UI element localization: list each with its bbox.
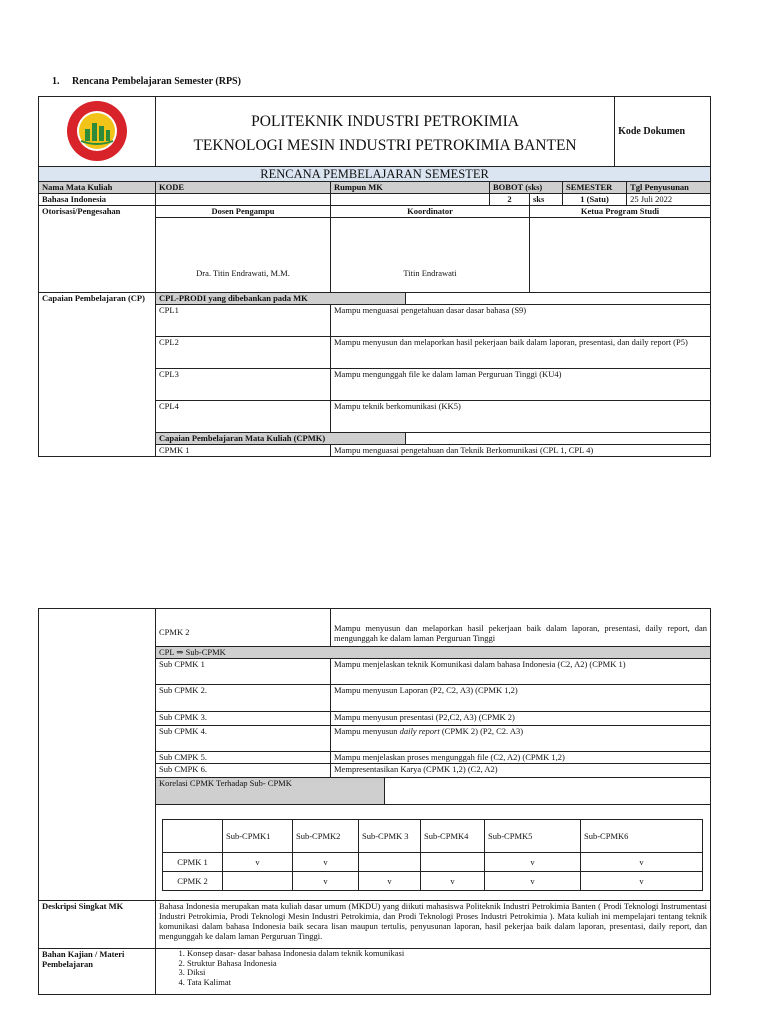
rps-title: RENCANA PEMBELAJARAN SEMESTER (39, 167, 711, 182)
bahan-item: 3. Diksi (187, 968, 707, 978)
korelasi-cell: v (293, 872, 359, 891)
korelasi-cell (421, 853, 485, 872)
korelasi-header (163, 820, 223, 853)
cpl-desc: Mampu mengunggah file ke dalam laman Perguruan Tinggi (KU4) (331, 369, 711, 401)
sub-cpmk-desc-pre: Mampu menyusun (334, 726, 400, 736)
cpmk-desc: Mampu menguasai pengetahuan dan Teknik Berkomunikasi (CPL 1, CPL 4) (331, 445, 711, 457)
h-nama-mk: Nama Mata Kuliah (39, 182, 156, 194)
sub-cpmk-code: Sub CPMK 2. (156, 685, 331, 712)
korelasi-cell: v (581, 853, 703, 872)
sub-cpmk-desc (331, 726, 711, 752)
institution-name: POLITEKNIK INDUSTRI PETROKIMIA (251, 112, 519, 130)
cpl-code: CPL4 (156, 401, 331, 433)
cpl-header: CPL-PRODI yang dibebankan pada MK (156, 293, 406, 305)
cpl-desc: Mampu menyusun dan melaporkan hasil pekerjaan baik dalam laporan, presentasi, dan daily report (P5) (331, 337, 711, 369)
cpl-header-blank (406, 293, 711, 305)
korelasi-cell: v (485, 872, 581, 891)
h-dosen: Dosen Pengampu (156, 206, 331, 218)
sub-cpmk-code: Sub CPMK 3. (156, 712, 331, 726)
sub-cpmk-desc: Mampu menyusun Laporan (P2, C2, A3) (CPMK 1,2) (331, 685, 711, 712)
sub-cpmk-code: Sub CPMK 4. (156, 726, 331, 752)
rps-detail-table (38, 608, 711, 995)
cpmk-desc: Mampu menyusun dan melaporkan hasil pekerjaan baik dalam laporan, presentasi, daily report, dan mengunggah ke dalam laman Perguruan Tinggi (331, 609, 711, 647)
course-date: 25 Juli 2022 (627, 194, 711, 206)
h-bobot: BOBOT (sks) (490, 182, 563, 194)
institution-name-cell (156, 97, 615, 167)
korelasi-cell: v (359, 872, 421, 891)
korelasi-header: Sub-CPMK4 (421, 820, 485, 853)
korelasi-cell: v (581, 872, 703, 891)
korelasi-row-label: CPMK 2 (163, 872, 223, 891)
h-ketua: Ketua Program Studi (530, 206, 711, 218)
sub-cpmk-desc-post: (CPMK 2) (P2, C2. A3) (439, 726, 524, 736)
sub-cpmk-desc: Mampu menyusun presentasi (P2,C2, A3) (CPMK 2) (331, 712, 711, 726)
bahan-item: 1. Konsep dasar- dasar bahasa Indonesia dalam teknik komunikasi (187, 949, 707, 959)
course-code (156, 194, 331, 206)
sub-cpmk-desc: Mampu menjelaskan proses mengunggah file (C2, A2) (CPMK 1,2) (331, 752, 711, 764)
bahan-list-cell (156, 949, 711, 995)
section-number: 1. (52, 76, 60, 87)
cp-continuation (39, 609, 156, 901)
h-koordinator: Koordinator (331, 206, 530, 218)
h-semester: SEMESTER (563, 182, 627, 194)
sub-cpmk-code: Sub CMPK 6. (156, 764, 331, 778)
h-tgl: Tgl Penyusunan (627, 182, 711, 194)
program-name: TEKNOLOGI MESIN INDUSTRI PETROKIMIA BANTEN (193, 136, 577, 154)
otorisasi-label: Otorisasi/Pengesahan (39, 206, 156, 293)
logo-cell (39, 97, 156, 167)
sub-cpmk-desc-em: daily report (399, 726, 440, 736)
korelasi-header: Sub-CPMK5 (485, 820, 581, 853)
korelasi-table (162, 819, 703, 891)
korelasi-cell: v (223, 853, 293, 872)
h-rumpun: Rumpun MK (331, 182, 490, 194)
korelasi-cell: v (293, 853, 359, 872)
sub-cpmk-desc: Mempresentasikan Karya (CPMK 1,2) (C2, A2) (331, 764, 711, 778)
korelasi-header: Sub-CPMK 3 (359, 820, 421, 853)
section-heading (52, 76, 241, 87)
cpmk-header: Capaian Pembelajaran Mata Kuliah (CPMK) (156, 433, 406, 445)
koordinator-name: Titin Endrawati (331, 218, 530, 293)
sub-cpmk-desc: Mampu menjelaskan teknik Komunikasi dalam bahasa Indonesia (C2, A2) (CPMK 1) (331, 659, 711, 685)
deskripsi-label: Deskripsi Singkat MK (39, 901, 156, 949)
cp-label: Capaian Pembelajaran (CP) (39, 293, 156, 457)
bahan-label: Bahan Kajian / Materi Pembelajaran (39, 949, 156, 995)
cpl-code: CPL1 (156, 305, 331, 337)
korelasi-label-table (156, 778, 710, 804)
cpmk-code: CPMK 1 (156, 445, 331, 457)
cpmk-code: CPMK 2 (156, 609, 331, 647)
deskripsi-text: Bahasa Indonesia merupakan mata kuliah dasar umum (MKDU) yang diikuti mahasiswa Politeknik Industri Petrokimia Banten ( Prodi Teknologi Instrumentasi Industri Petrokimia, Prodi Teknologi Mesin Industri Petrokimia, dan Prodi Teknologi Proses Industri Petrokimia ). Mata kuliah ini mempelajari tentang teknik komunikasi dalam bahasa Indonesia baik secara lisan maupun tertulis, penyusunan laporan, hasil pekerjaa baik dalam laporan, presentasi, daily report, dan mengunggah ke dalam laman Perguruan Tinggi. (156, 901, 711, 949)
korelasi-cell: v (485, 853, 581, 872)
cpl-code: CPL2 (156, 337, 331, 369)
course-rumpun (331, 194, 490, 206)
sub-cpmk-code: Sub CMPK 5. (156, 752, 331, 764)
course-sks: sks (530, 194, 563, 206)
korelasi-row (156, 778, 711, 805)
section-title: Rencana Pembelajaran Semester (RPS) (72, 76, 241, 87)
korelasi-header: Sub-CPMK6 (581, 820, 703, 853)
course-semester: 1 (Satu) (563, 194, 627, 206)
bahan-list (159, 949, 707, 987)
ketua-name (530, 218, 711, 293)
cpl-code: CPL3 (156, 369, 331, 401)
cpmk-header-blank (406, 433, 711, 445)
course-name: Bahasa Indonesia (39, 194, 156, 206)
cpl-desc: Mampu menguasai pengetahuan dasar dasar bahasa (S9) (331, 305, 711, 337)
dosen-name: Dra. Titin Endrawati, M.M. (156, 218, 331, 293)
korelasi-label: Korelasi CPMK Terhadap Sub- CPMK (156, 778, 385, 804)
h-kode: KODE (156, 182, 331, 194)
korelasi-cell (359, 853, 421, 872)
korelasi-header: Sub-CPMK1 (223, 820, 293, 853)
korelasi-row-label: CPMK 1 (163, 853, 223, 872)
course-bobot: 2 (490, 194, 530, 206)
sub-cpmk-header: CPL ⇒ Sub-CPMK (156, 647, 711, 659)
institution-logo (63, 99, 131, 163)
bahan-item: 2. Struktur Bahasa Indonesia (187, 959, 707, 969)
korelasi-cell: v (421, 872, 485, 891)
bahan-item: 4. Tata Kalimat (187, 978, 707, 988)
korelasi-header: Sub-CPMK2 (293, 820, 359, 853)
korelasi-table-cell (156, 805, 711, 901)
rps-header-table (38, 96, 711, 457)
korelasi-label-blank (385, 778, 711, 804)
sub-cpmk-code: Sub CPMK 1 (156, 659, 331, 685)
cpl-desc: Mampu teknik berkomunikasi (KK5) (331, 401, 711, 433)
kode-dokumen: Kode Dokumen (615, 97, 711, 167)
korelasi-cell (223, 872, 293, 891)
